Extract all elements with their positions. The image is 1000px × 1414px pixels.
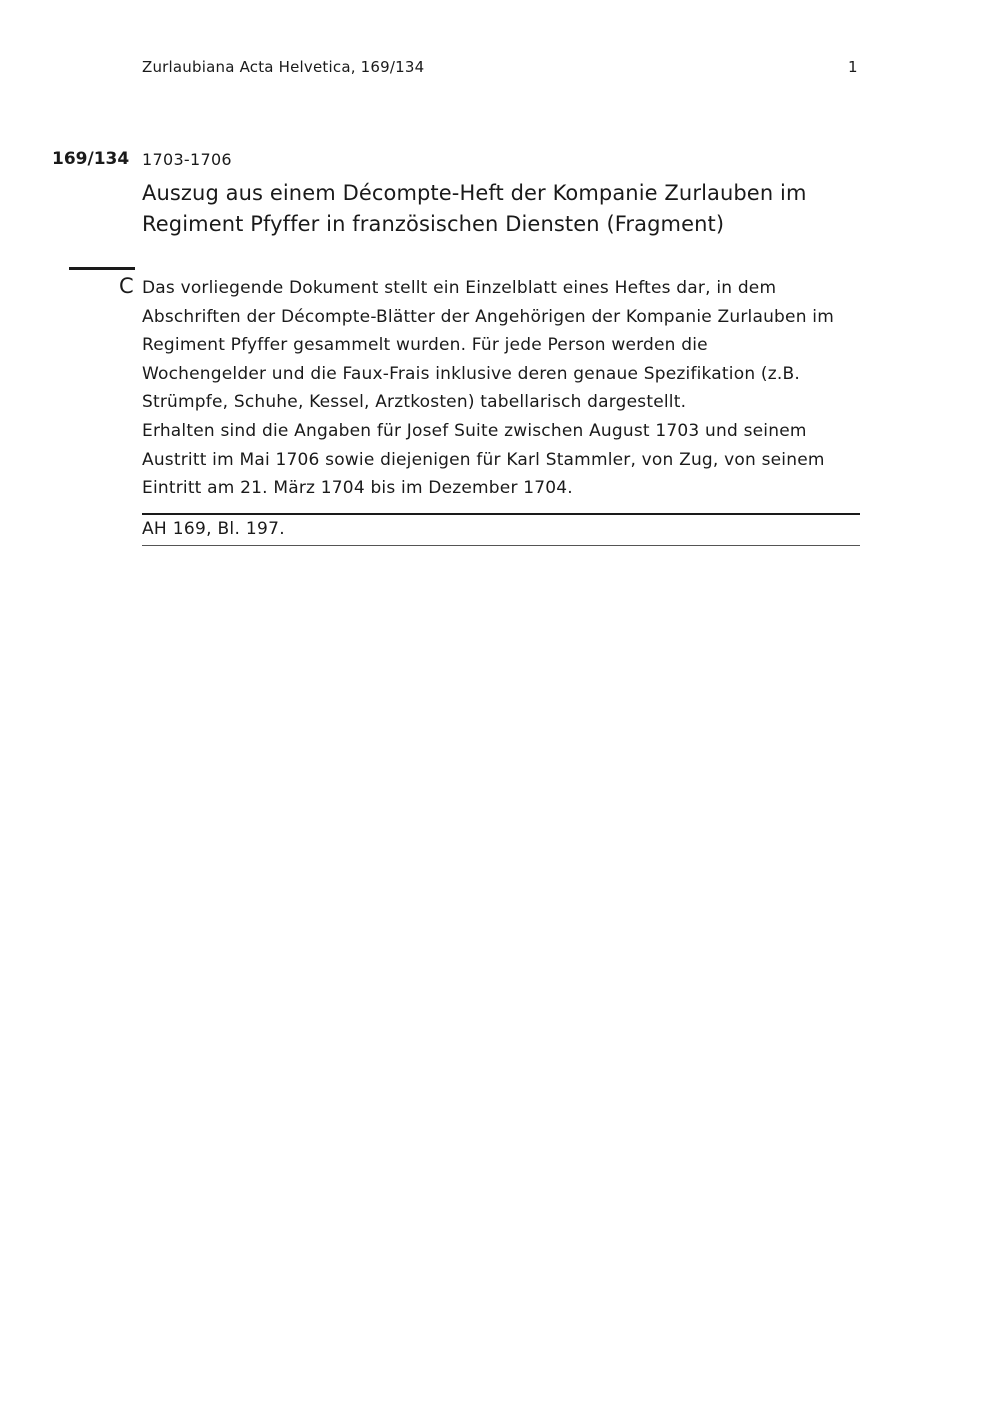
document-number: 169/134 <box>52 149 130 169</box>
document-title: Auszug aus einem Décompte-Heft der Kompanie Zurlauben im Regiment Pfyffer in französischen Diensten (Fragment) <box>142 181 807 236</box>
abstract-line: Abschriften der Décompte-Blätter der Angehörigen der Kompanie Zurlauben im <box>142 306 834 327</box>
document-date: 1703-1706 <box>142 150 232 169</box>
margin-letter: C <box>119 274 134 298</box>
abstract-line: Wochengelder und die Faux-Frais inklusive deren genaue Spezifikation (z.B. <box>142 363 800 384</box>
running-head-title: Zurlaubiana Acta Helvetica, 169/134 <box>142 58 425 76</box>
abstract-line: Regiment Pfyffer gesammelt wurden. Für jede Person werden die <box>142 335 708 356</box>
page-number: 1 <box>848 58 858 76</box>
divider-rule-bottom <box>142 545 860 546</box>
divider-rule-top <box>142 513 860 515</box>
document-abstract <box>142 274 862 503</box>
abstract-line: Strümpfe, Schuhe, Kessel, Arztkosten) tabellarisch dargestellt. <box>142 392 687 413</box>
abstract-line: Erhalten sind die Angaben für Josef Suite zwischen August 1703 und seinem <box>142 420 807 441</box>
archive-signature: AH 169, Bl. 197. <box>142 519 285 539</box>
abstract-line: Das vorliegende Dokument stellt ein Einzelblatt eines Heftes dar, in dem <box>142 278 777 298</box>
abstract-line: Eintritt am 21. März 1704 bis im Dezember 1704. <box>142 478 573 499</box>
margin-rule <box>69 267 135 270</box>
abstract-line: Austritt im Mai 1706 sowie diejenigen für Karl Stammler, von Zug, von seinem <box>142 449 825 470</box>
